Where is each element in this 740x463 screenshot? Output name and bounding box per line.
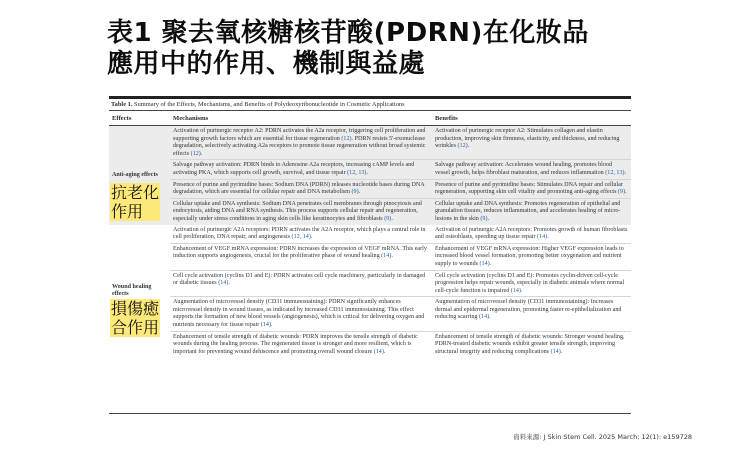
benefit-citation[interactable]: (9)	[616, 189, 626, 196]
mechanism-text: Enhancement of tensile strength of diabetic wounds: PDRN improves the tensile strength of diabetic wounds during the healing process. The regenerated tissue is stronger and more resilient, which is important for preventing wound dehiscence and promoting overall wound closure	[173, 333, 418, 355]
table-row	[109, 297, 631, 331]
benefit-text: Augmentation of microvessel density (CD31 immunostaining): Increases dermal and epidermal regeneration, promoting faster re-epithelialization and reducing scarring	[435, 299, 622, 321]
summary-table	[109, 111, 631, 357]
mechanism-cell: Augmentation of microvessel density (CD31 immunostaining): PDRN significantly enhances microvessel density in wound tissues, as indicated by increased CD31 immunostaining. This effect supports the formation of new blood vessels (angiogenesis), which is critical for delivering oxygen and nutrients necessary for tissue repair (14).	[170, 297, 432, 331]
mechanism-text: Activation of purinergic A2A receptors: PDRN activates the A2A receptor, which plays a central role in cell proliferation, DNA repair, and angiogenesis	[173, 226, 426, 241]
benefit-cell: Enhancement of VEGF mRNA expression: Higher VEGF expression leads to increased blood vessel formation, promoting better oxygenation and nutrient supply to wounds (14).	[432, 243, 631, 270]
benefit-cell: Presence of purine and pyrimidine bases: Stimulates DNA repair and cellular regeneration, supporting skin cell vitality and promoting anti-aging effects (9).	[432, 179, 631, 198]
wound-healing-label-zh	[110, 299, 160, 337]
mechanism-cell: Cell cycle activation (cyclins D1 and E): PDRN activates cell cycle machinery, particularly in damaged or diabetic tissues (14).	[170, 270, 432, 297]
benefit-text: Activation of purinergic receptor A2: Stimulates collagen and elastin production, improving skin firmness, elasticity, and thickness, and reducing wrinkles	[435, 128, 620, 150]
benefit-citation[interactable]: (9)	[478, 215, 488, 222]
benefit-citation[interactable]: (14)	[535, 234, 548, 241]
mechanism-citation[interactable]: (9)	[350, 189, 359, 196]
mechanism-citation[interactable]: (12, 13)	[345, 169, 367, 176]
header-mechanisms: Mechanisms	[170, 111, 432, 126]
benefit-citation[interactable]: (14)	[509, 287, 521, 294]
slide-title	[107, 18, 667, 80]
table-header-row	[109, 111, 631, 126]
mechanism-citation[interactable]: (9)	[382, 215, 392, 222]
mechanism-citation[interactable]: (14)	[379, 253, 392, 260]
benefit-text: Cell cycle activation (cyclins D1 and E): Promotes cyclin-driven cell-cycle progression helps repair wounds, especially in diabetic animals where normal cell-cycle function is impaired	[435, 272, 625, 294]
anti-aging-label-zh	[110, 183, 160, 221]
benefit-cell: Activation of purinergic receptor A2: Stimulates collagen and elastin production, improving skin firmness, elasticity, and thickness, and reducing wrinkles (12).	[432, 126, 631, 160]
mechanism-text: Augmentation of microvessel density (CD31 immunostaining): PDRN significantly enhances microvessel density in wound tissues, as indicated by increased CD31 immunostaining. This effect supports the formation of new blood vessels (angiogenesis), which is critical for delivering oxygen and nutrients necessary for tissue repair	[173, 299, 425, 329]
wound-healing-label-zh-line-1: 損傷癒	[111, 298, 160, 318]
benefit-citation[interactable]: (14)	[549, 348, 561, 355]
table-row	[109, 126, 631, 160]
effect-cell: Wound healing effects	[112, 283, 152, 298]
benefit-text: Salvage pathway activation: Accelerates wound healing, promotes blood vessel growth, helps fibroblast maturation, and reduces inflammation	[435, 162, 613, 176]
mechanism-cell: Salvage pathway activation: PDRN binds to Adenosine A2a receptors, increasing cAMP levels and activating PKA, which supports cell growth, survival, and tissue repair (12, 13).	[170, 160, 432, 179]
table-body	[109, 126, 631, 358]
mechanism-text: Cellular uptake and DNA synthesis: Sodium DNA penetrates cell membranes through pinocytosis and endocytosis, aiding DNA and RNA synthesis. This process supports cellular repair and regeneration, especially under stress conditions in aging skin cells like keratinocytes and fibroblasts	[173, 200, 422, 222]
benefit-text: Enhancement of tensile strength of diabetic wounds: Stronger wound healing, PDRN-treated diabetic wounds exhibit greater tensile strength, improving structural integrity and reducing complications	[435, 333, 625, 355]
mechanism-citation[interactable]: (14)	[372, 348, 384, 355]
slide-title-line-1: 表1 聚去氧核糖核苷酸(PDRN)在化妝品	[107, 18, 589, 48]
mechanism-cell: Presence of purine and pyrimidine bases: Sodium DNA (PDRN) releases nucleotide bases during DNA degradation, which are essential for cellular repair and DNA metabolism (9).	[170, 179, 432, 198]
benefit-text: Enhancement of VEGF mRNA expression: Higher VEGF expression leads to increased blood vessel formation, promoting better oxygenation and nutrient supply to wounds	[435, 245, 624, 267]
table-row	[109, 331, 631, 357]
table-row	[109, 179, 631, 198]
mechanism-text: Presence of purine and pyrimidine bases: Sodium DNA (PDRN) releases nucleotide bases during DNA degradation, which are essential for cellular repair and DNA metabolism	[173, 181, 425, 196]
benefit-cell: Enhancement of tensile strength of diabetic wounds: Stronger wound healing, PDRN-treated diabetic wounds exhibit greater tensile strength, improving structural integrity and reducing complications (14).	[432, 331, 631, 357]
mechanism-text: Enhancement of VEGF mRNA expression: PDRN increases the expression of VEGF mRNA. This early induction supports angiogenesis, crucial for the proliferative phase of wound healing	[173, 245, 427, 260]
table-row	[109, 270, 631, 297]
mechanism-citation[interactable]: (12)	[339, 135, 352, 142]
mechanism-cell: Activation of purinergic receptor A2: PDRN activates the A2a receptor, triggering cell proliferation and supporting growth factors which are essential for tissue regeneration (12). PDRN resists 5'-exonuclease degradation, selectively activating A2a receptors to promote tissue regeneration without broad systemic effects (12).	[170, 126, 432, 160]
benefit-text: Cellular uptake and DNA synthesis: Promotes regeneration of epithelial and granulation tissues, reduces inflammation, and accelerates healing of micro-lesions in the skin	[435, 200, 621, 222]
benefit-cell: Cellular uptake and DNA synthesis: Promotes regeneration of epithelial and granulation tissues, reduces inflammation, and accelerates healing of micro-lesions in the skin (9).	[432, 198, 631, 224]
table-row	[109, 198, 631, 224]
mechanism-citation-2[interactable]: (12)	[189, 150, 201, 157]
mechanism-citation[interactable]: (14)	[259, 322, 271, 329]
mechanism-cell: Enhancement of VEGF mRNA expression: PDRN increases the expression of VEGF mRNA. This early induction supports angiogenesis, crucial for the proliferative phase of wound healing (14).	[170, 243, 432, 270]
benefit-text: Presence of purine and pyrimidine bases: Stimulates DNA repair and cellular regeneration, supporting skin cell vitality and promoting anti-aging effects	[435, 181, 623, 196]
mechanism-citation[interactable]: (12, 14)	[290, 234, 311, 241]
anti-aging-label-zh-line-2: 作用	[111, 202, 144, 222]
benefit-citation[interactable]: (14)	[478, 260, 490, 267]
table-figure	[109, 96, 631, 357]
table-row	[109, 225, 631, 244]
source-citation: 資料來源: J Skin Stem Cell. 2025 March; 12(1): e159728	[513, 433, 692, 441]
mechanism-text: Salvage pathway activation: PDRN binds to Adenosine A2a receptors, increasing cAMP levels and activating PKA, which supports cell growth, survival, and tissue repair	[173, 162, 415, 176]
benefit-cell: Cell cycle activation (cyclins D1 and E): Promotes cyclin-driven cell-cycle progression helps repair wounds, especially in diabetic animals where normal cell-cycle function is impaired (14).	[432, 270, 631, 297]
effect-cell: Anti-aging effects	[109, 126, 170, 225]
header-benefits: Benefits	[432, 111, 631, 126]
benefit-text: Activation of purinergic A2A receptors: Promotes growth of human fibroblasts and osteoblasts, speeding up tissue repair	[435, 226, 628, 241]
anti-aging-label-zh-line-1: 抗老化	[111, 183, 160, 203]
table-row	[109, 243, 631, 270]
benefit-cell: Augmentation of microvessel density (CD31 immunostaining): Increases dermal and epidermal regeneration, promoting faster re-epithelialization and reducing scarring (14).	[432, 297, 631, 331]
mechanism-text: Cell cycle activation (cyclins D1 and E): PDRN activates cell cycle machinery, particularly in damaged or diabetic tissues	[173, 272, 426, 287]
mechanism-citation[interactable]: (14)	[216, 280, 229, 287]
wound-healing-label-zh-line-2: 合作用	[111, 317, 160, 337]
benefit-citation[interactable]: (12)	[456, 143, 468, 150]
benefit-cell: Activation of purinergic A2A receptors: Promotes growth of human fibroblasts and osteoblasts, speeding up tissue repair (14).	[435, 226, 628, 241]
mechanism-text-continued: . PDRN resists 5'-exonuclease degradation, selectively activating A2a receptors to promote tissue regeneration without broad systemic effects	[173, 135, 426, 157]
table-bottom-rule	[109, 413, 631, 414]
mechanism-text: Activation of purinergic receptor A2: PDRN activates the A2a receptor, triggering cell proliferation and supporting growth factors which are essential for tissue regeneration	[173, 128, 426, 142]
table-caption-text: Summary of the Effects, Mechanisms, and Benefits of Polydeoxyribonucleotide in Cosmetic Applications	[132, 101, 405, 108]
table-caption-label: Table 1.	[111, 101, 133, 108]
header-effects: Effects	[109, 111, 170, 126]
mechanism-cell: Cellular uptake and DNA synthesis: Sodium DNA penetrates cell membranes through pinocytosis and endocytosis, aiding DNA and RNA synthesis. This process supports cellular repair and regeneration, especially under stress conditions in aging skin cells like keratinocytes and fibroblasts (9).	[170, 198, 432, 224]
table-row	[109, 160, 631, 179]
benefit-citation[interactable]: (14)	[477, 314, 490, 321]
benefit-citation[interactable]: (12, 13)	[603, 169, 625, 176]
slide-title-line-2: 應用中的作用、機制與益處	[107, 49, 426, 79]
mechanism-cell: Activation of purinergic A2A receptors: PDRN activates the A2A receptor, which plays a central role in cell proliferation, DNA repair, and angiogenesis (12, 14).	[173, 226, 426, 241]
mechanism-cell: Enhancement of tensile strength of diabetic wounds: PDRN improves the tensile strength of diabetic wounds during the healing process. The regenerated tissue is stronger and more resilient, which is important for preventing wound dehiscence and promoting overall wound closure (14).	[170, 331, 432, 357]
table-caption	[109, 99, 631, 110]
benefit-cell: Salvage pathway activation: Accelerates wound healing, promotes blood vessel growth, helps fibroblast maturation, and reduces inflammation (12, 13).	[432, 160, 631, 179]
